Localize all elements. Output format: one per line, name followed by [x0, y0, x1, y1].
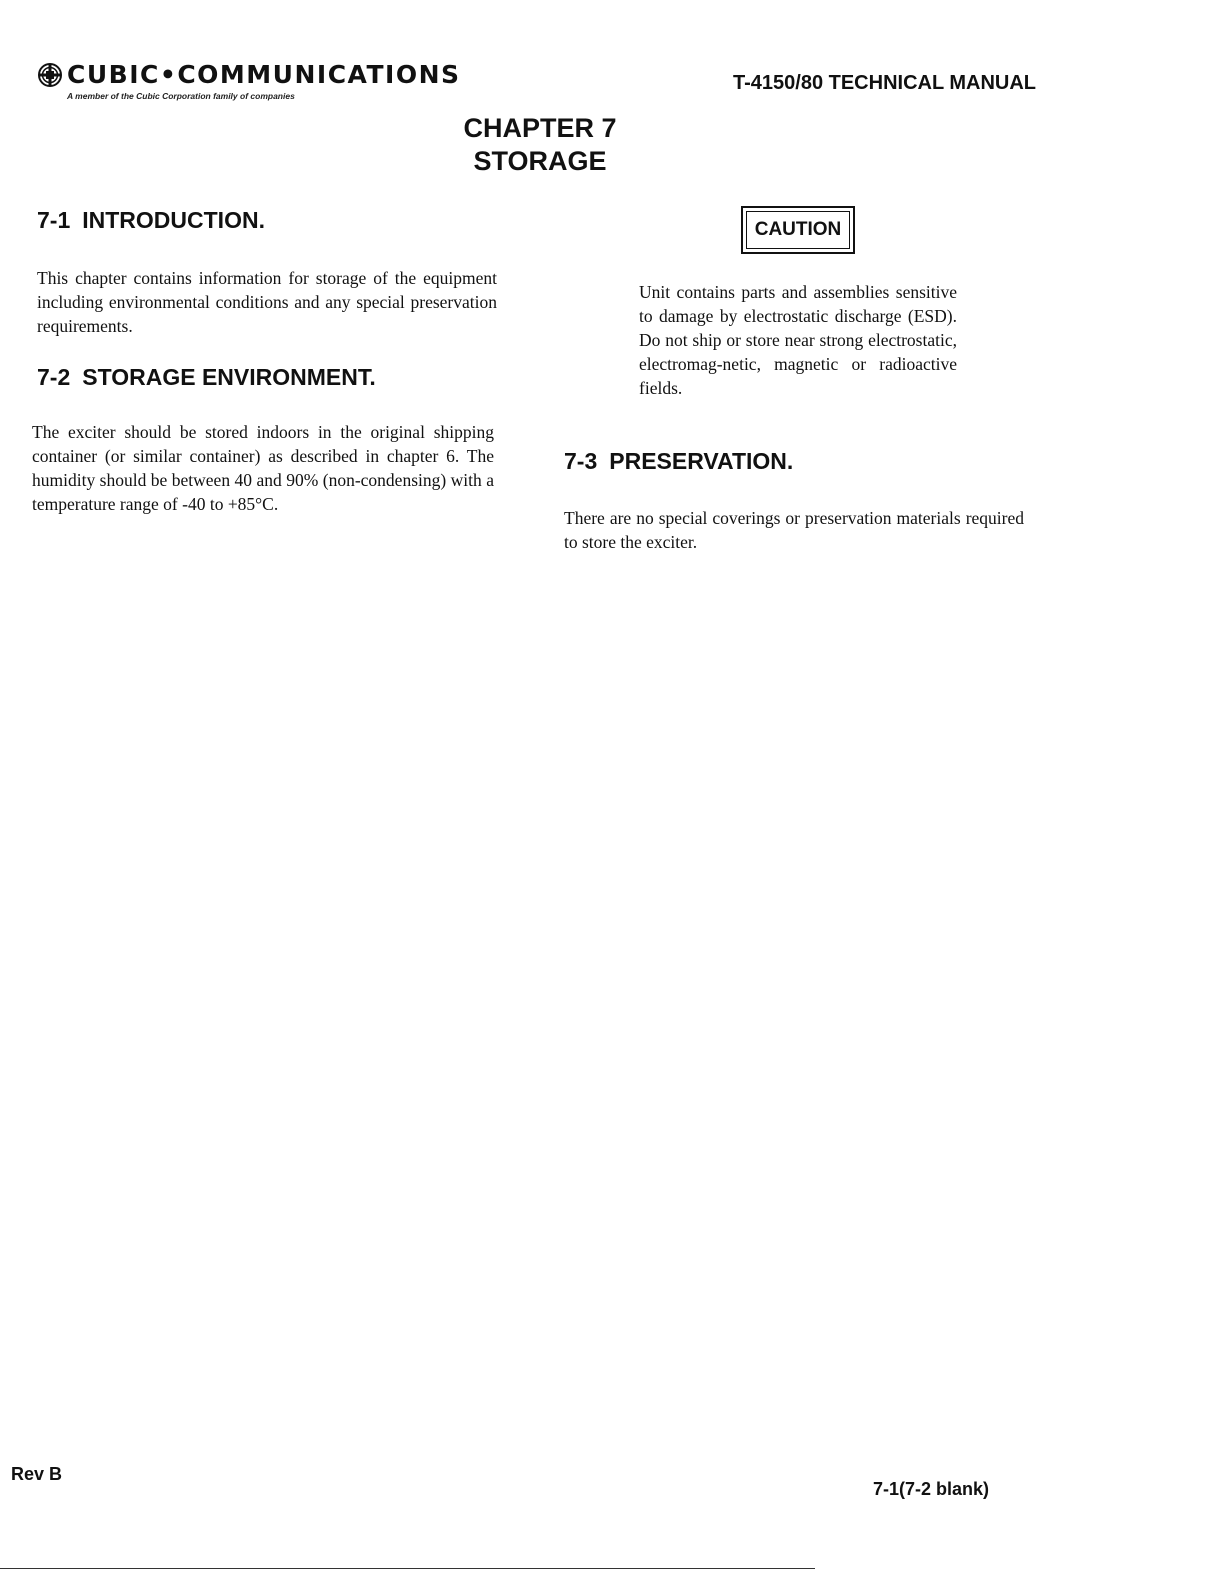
company-logo: [38, 58, 508, 106]
chapter-number: CHAPTER 7: [463, 113, 617, 143]
section-heading-storage-environment: [37, 364, 376, 391]
section-body-introduction: This chapter contains information for storage of the equipment including environmental conditions and any special preservation requirements.: [37, 268, 497, 336]
section-number: 7-3: [564, 448, 598, 474]
caution-box: [741, 206, 855, 254]
page-number: 7-1(7-2 blank): [873, 1479, 990, 1499]
cubic-emblem-icon: [38, 63, 62, 87]
caution-label: CAUTION: [746, 211, 850, 249]
section-number: 7-1: [37, 207, 71, 233]
company-name: CUBIC•COMMUNICATIONS: [67, 60, 461, 89]
chapter-title: STORAGE: [473, 146, 607, 176]
revision-label: Rev B: [11, 1464, 63, 1484]
section-title: PRESERVATION.: [609, 448, 794, 474]
caution-text: Unit contains parts and assemblies sensitive to damage by electrostatic discharge (ESD). Do not ship or store near strong electrostatic, electromag-netic, magnetic or radioactive fields.: [639, 282, 957, 398]
manual-title: T-4150/80 TECHNICAL MANUAL: [733, 72, 1037, 94]
section-title: STORAGE ENVIRONMENT.: [82, 364, 376, 390]
section-title: INTRODUCTION.: [82, 207, 265, 233]
company-tagline: A member of the Cubic Corporation family of companies: [67, 91, 295, 101]
section-number: 7-2: [37, 364, 71, 390]
section-body-preservation: There are no special coverings or preservation materials required to store the exciter.: [564, 508, 1024, 552]
chapter-heading: [380, 112, 700, 178]
bottom-rule: [0, 1568, 815, 1569]
section-body-storage-environment: The exciter should be stored indoors in the original shipping container (or similar container) as described in chapter 6. The humidity should be between 40 and 90% (non-condensing) with a temperature range of -40 to +85°C.: [32, 422, 494, 514]
section-heading-preservation: [564, 448, 793, 475]
section-heading-introduction: [37, 207, 265, 234]
